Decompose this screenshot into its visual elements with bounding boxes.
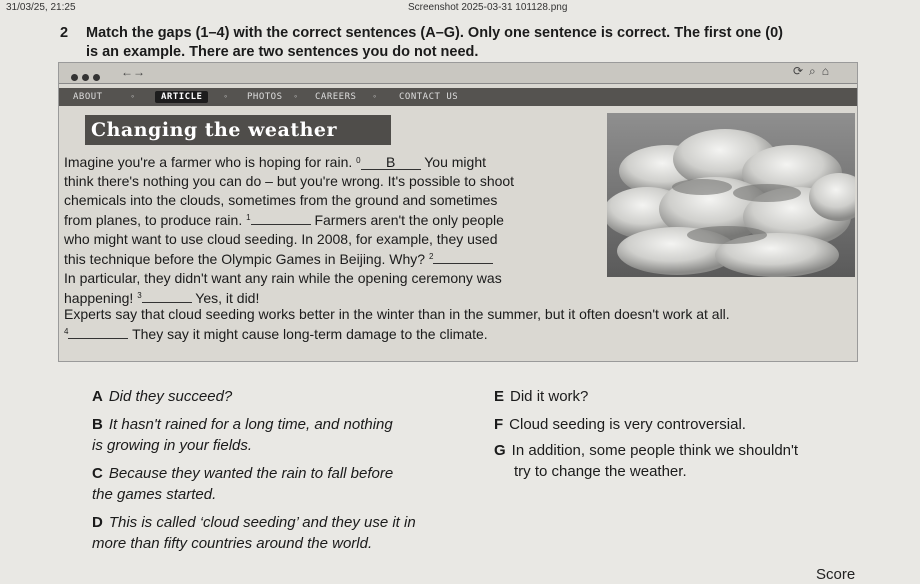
option-letter: D — [92, 514, 103, 531]
gap-3-blank[interactable] — [142, 288, 192, 303]
back-forward-icon: ←→ — [121, 65, 145, 79]
window-dot-icon — [82, 74, 89, 81]
option-text: It hasn't rained for a long time, and nothing — [108, 416, 393, 433]
option-text: the games started. — [92, 486, 217, 503]
nav-item-article: ARTICLE — [155, 91, 208, 103]
option-letter: A — [92, 388, 103, 405]
gap-1-blank[interactable] — [251, 210, 311, 225]
window-controls — [71, 68, 104, 86]
article-text: Farmers aren't the only people — [314, 212, 504, 228]
option-e — [494, 386, 588, 407]
option-text: Cloud seeding is very controversial. — [509, 416, 746, 433]
gap-4-blank[interactable] — [68, 324, 128, 339]
option-f — [494, 414, 746, 435]
option-a — [92, 386, 232, 407]
article-text: Imagine you're a farmer who is hoping for rain. — [64, 154, 353, 170]
option-d — [92, 512, 416, 554]
gap-0-example-answer: B — [361, 155, 421, 170]
article-text: who might want to use cloud seeding. In 2008, for example, they used — [64, 231, 498, 247]
nav-item-photos: PHOTOS — [247, 92, 283, 102]
site-navbar — [59, 88, 857, 106]
cloud-photo — [607, 113, 855, 277]
article-text: In particular, they didn't want any rain while the opening ceremony was — [64, 270, 502, 286]
gap-number: 2 — [428, 252, 434, 261]
screenshot-header — [0, 0, 920, 18]
nav-separator-icon: ◦ — [131, 91, 135, 101]
gap-number: 0 — [356, 156, 361, 165]
gap-number: 3 — [137, 291, 142, 300]
option-text: Did they succeed? — [108, 388, 233, 405]
browser-topbar — [59, 63, 857, 84]
option-text: more than fifty countries around the world. — [92, 535, 373, 552]
option-text: Did it work? — [510, 388, 589, 405]
option-text: This is called ‘cloud seeding’ and they use it in — [108, 514, 416, 531]
article-paragraph-2 — [64, 305, 854, 344]
score-label: Score — [816, 566, 856, 583]
option-letter: G — [494, 442, 506, 459]
nav-item-contact: CONTACT US — [399, 92, 459, 102]
article-text: this technique before the Olympic Games in Beijing. Why? — [64, 251, 426, 267]
article-title: Changing the weather — [85, 115, 391, 145]
option-letter: C — [92, 465, 103, 482]
nav-separator-icon: ◦ — [294, 91, 298, 101]
option-letter: E — [494, 388, 505, 405]
browser-mockup — [58, 62, 858, 362]
screenshot-filename: Screenshot 2025-03-31 101128.png — [408, 2, 568, 13]
option-c — [92, 463, 393, 505]
nav-item-careers: CAREERS — [315, 92, 357, 102]
option-letter: F — [494, 416, 504, 433]
article-text: You might — [424, 154, 486, 170]
option-g — [494, 440, 798, 482]
article-text: chemicals into the clouds, sometimes from the ground and sometimes — [64, 192, 498, 208]
timestamp: 31/03/25, 21:25 — [6, 2, 76, 13]
nav-separator-icon: ◦ — [373, 91, 377, 101]
option-text: In addition, some people think we shouldn't — [511, 442, 799, 459]
gap-number: 4 — [64, 327, 69, 336]
gap-number: 1 — [246, 213, 251, 222]
article-text: happening! — [64, 290, 134, 306]
option-letter: B — [92, 416, 103, 433]
article-text: Experts say that cloud seeding works better in the winter than in the summer, but it often doesn't work at all. — [64, 306, 730, 322]
instruction-line-1: Match the gaps (1–4) with the correct sentences (A–G). Only one sentence is correct. The first one (0) — [86, 25, 783, 41]
instruction-line-2: is an example. There are two sentences you do not need. — [86, 44, 479, 60]
option-text: is growing in your fields. — [92, 437, 253, 454]
browser-tool-icons: ⟳⌕⌂ — [792, 64, 835, 78]
article-paragraph-1 — [64, 153, 584, 308]
gap-2-blank[interactable] — [433, 249, 493, 264]
article-text: from planes, to produce rain. — [64, 212, 243, 228]
article-text: Yes, it did! — [195, 290, 260, 306]
nav-item-about: ABOUT — [73, 92, 103, 102]
window-dot-icon — [71, 74, 78, 81]
article-text: They say it might cause long-term damage to the climate. — [132, 326, 488, 342]
article-text: think there's nothing you can do – but you're wrong. It's possible to shoot — [64, 173, 515, 189]
nav-separator-icon: ◦ — [224, 91, 228, 101]
option-b — [92, 414, 393, 456]
exercise-instruction — [60, 24, 890, 62]
window-dot-icon — [93, 74, 100, 81]
exercise-number: 2 — [60, 25, 69, 41]
option-text: Because they wanted the rain to fall before — [108, 465, 394, 482]
option-text: try to change the weather. — [514, 463, 687, 480]
